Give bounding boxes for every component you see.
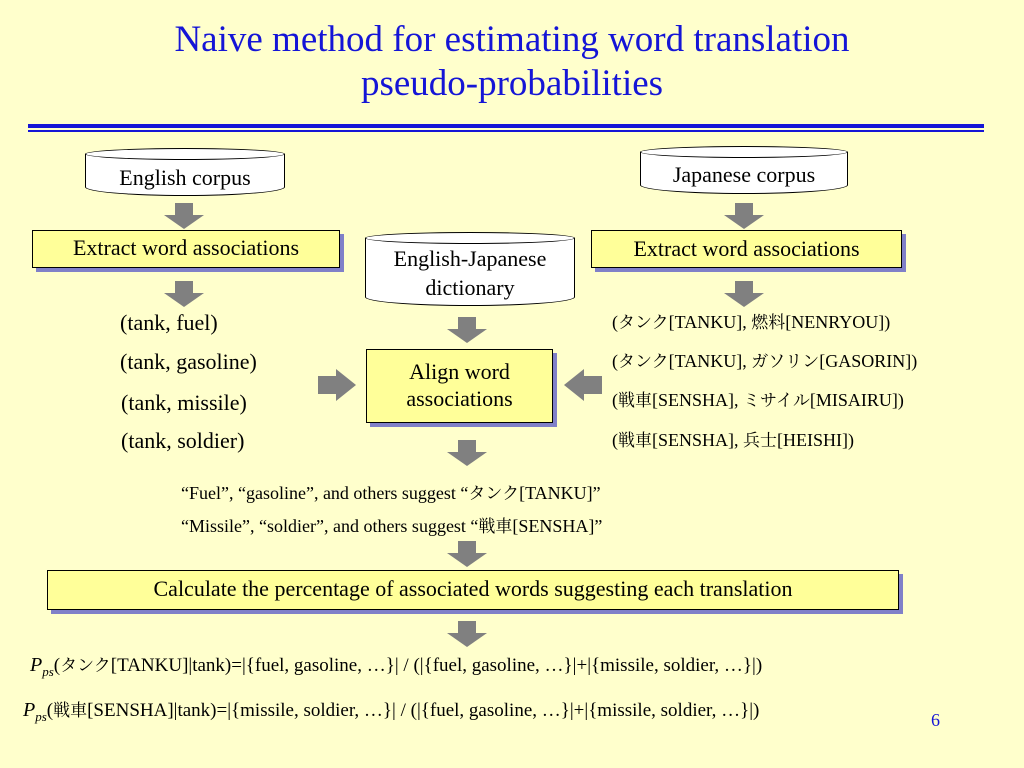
dictionary-cylinder	[365, 232, 575, 306]
formula-sensha: $P_{ps}$(戦車[SENSHA]|tank)=|{missile, soldier, …}| / (|{fuel, gasoline, …}|+|{missile, soldier, …}|)	[23, 699, 760, 724]
english-pair: (tank, missile)	[121, 390, 247, 415]
dictionary-label-2: dictionary	[425, 275, 515, 300]
arrow-down-icon	[164, 203, 204, 229]
title-line-1: Naive method for estimating word translation	[174, 19, 850, 60]
japanese-corpus-cylinder	[640, 146, 848, 194]
align-label-2: associations	[406, 386, 513, 411]
english-pair: (tank, gasoline)	[120, 349, 257, 374]
english-pair: (tank, fuel)	[120, 310, 218, 335]
japanese-pair: (戦車[SENSHA], ミサイル[MISAIRU])	[612, 390, 904, 411]
arrow-down-icon	[447, 440, 487, 466]
english-corpus-label: English corpus	[119, 165, 251, 190]
arrow-down-icon	[724, 281, 764, 307]
japanese-pair: (タンク[TANKU], ガソリン[GASORIN])	[612, 351, 918, 372]
title-line-2: pseudo-probabilities	[360, 63, 664, 104]
arrow-down-icon	[447, 317, 487, 343]
suggestion-line-2: “Missile”, “soldier”, and others suggest “戦車[SENSHA]”	[181, 516, 603, 537]
english-pair: (tank, soldier)	[121, 428, 245, 453]
formula-tanku: $P_{ps}$(タンク[TANKU]|tank)=|{fuel, gasoline, …}| / (|{fuel, gasoline, …}|+|{missile, soldier, …}|)	[30, 654, 763, 679]
english-corpus-cylinder	[85, 148, 285, 196]
align-label-1: Align word	[409, 359, 510, 384]
dictionary-label-1: English-Japanese	[393, 246, 547, 271]
suggestion-line-1: “Fuel”, “gasoline”, and others suggest “タンク[TANKU]”	[181, 483, 601, 504]
align-word-associations-box	[366, 349, 553, 423]
arrow-down-icon	[447, 621, 487, 647]
extract-associations-english-box	[32, 230, 340, 268]
arrow-down-icon	[164, 281, 204, 307]
arrow-down-icon	[447, 541, 487, 567]
japanese-pair: (タンク[TANKU], 燃料[NENRYOU])	[612, 312, 891, 333]
japanese-corpus-label: Japanese corpus	[672, 162, 816, 187]
japanese-pair: (戦車[SENSHA], 兵士[HEISHI])	[612, 430, 854, 451]
extract-right-label: Extract word associations	[633, 236, 860, 261]
arrow-down-icon	[724, 203, 764, 229]
arrow-left-icon	[564, 369, 602, 401]
calculate-percentage-box	[47, 570, 899, 610]
extract-associations-japanese-box	[591, 230, 902, 268]
calculate-label: Calculate the percentage of associated words suggesting each translation	[153, 576, 793, 601]
arrow-right-icon	[318, 369, 356, 401]
page-number: 6	[931, 710, 940, 730]
extract-left-label: Extract word associations	[72, 235, 300, 260]
